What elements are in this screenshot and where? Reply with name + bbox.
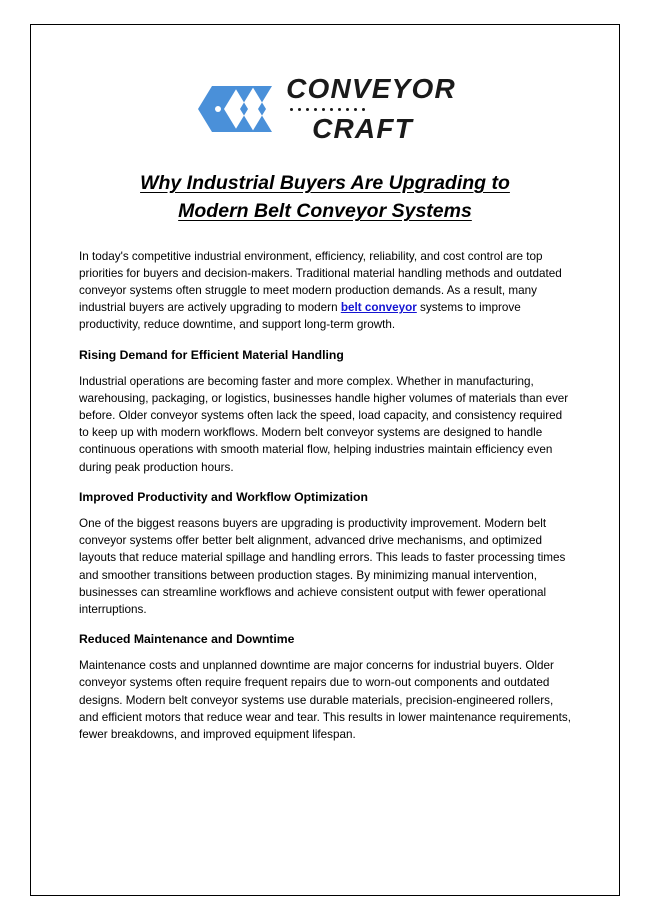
intro-text-part-1: In today's competitive industrial environment, efficiency, reliability, and cost control are top priorities for buyers and decision-makers. Traditional material handling methods and outdated conveyor systems often struggle to meet modern production demands. As a result, many industrial buyers are actively upgrading to modern (79, 249, 562, 315)
document-body (71, 248, 579, 744)
intro-paragraph (79, 248, 573, 334)
company-logo (71, 75, 579, 143)
page-title-line-1: Why Industrial Buyers Are Upgrading to (140, 172, 510, 194)
section-heading-3: Reduced Maintenance and Downtime (79, 632, 295, 647)
document-content (31, 25, 619, 895)
section-body-2: One of the biggest reasons buyers are upgrading is productivity improvement. Modern belt conveyor systems offer better belt alignment, advanced drive mechanisms, and optimized layouts that reduce material spillage and handling errors. This leads to faster processing times and smoother transitions between production stages. By minimizing manual intervention, businesses can streamline workflows and achieve consistent output with fewer operational interruptions. (79, 516, 566, 616)
section-heading-2: Improved Productivity and Workflow Optimization (79, 489, 368, 504)
conveyor-hexagon-icon (194, 78, 280, 140)
page-title-line-2: Modern Belt Conveyor Systems (178, 200, 472, 223)
section-body-3: Maintenance costs and unplanned downtime are major concerns for industrial buyers. Older conveyor systems often require frequent repairs due to worn-out components and outdated designs. Modern belt conveyor systems use durable materials, precision-engineered rollers, and efficient motors that reduce wear and tear. This results in lower maintenance requirements, fewer breakdowns, and improved equipment lifespan. (79, 659, 571, 742)
logo-word-conveyor: CONVEYOR (286, 73, 456, 104)
logo-wordmark (286, 75, 456, 143)
page-title (89, 169, 561, 226)
intro-text-part-2: systems to improve productivity, reduce downtime, and support long-term growth. (79, 301, 521, 332)
logo-word-craft: CRAFT (312, 113, 413, 144)
belt-conveyor-link[interactable]: belt conveyor (340, 301, 417, 315)
section-body-1: Industrial operations are becoming faster and more complex. Whether in manufacturing, warehousing, packaging, or logistics, businesses handle higher volumes of materials than ever before. Older conveyor systems often lack the speed, load capacity, and consistency required to keep up with modern workflows. Modern belt conveyor systems are designed to handle continuous operations with smooth material flow, helping industries maintain efficiency even during peak production hours. (79, 374, 569, 474)
section-heading-1: Rising Demand for Efficient Material Handling (79, 347, 344, 362)
